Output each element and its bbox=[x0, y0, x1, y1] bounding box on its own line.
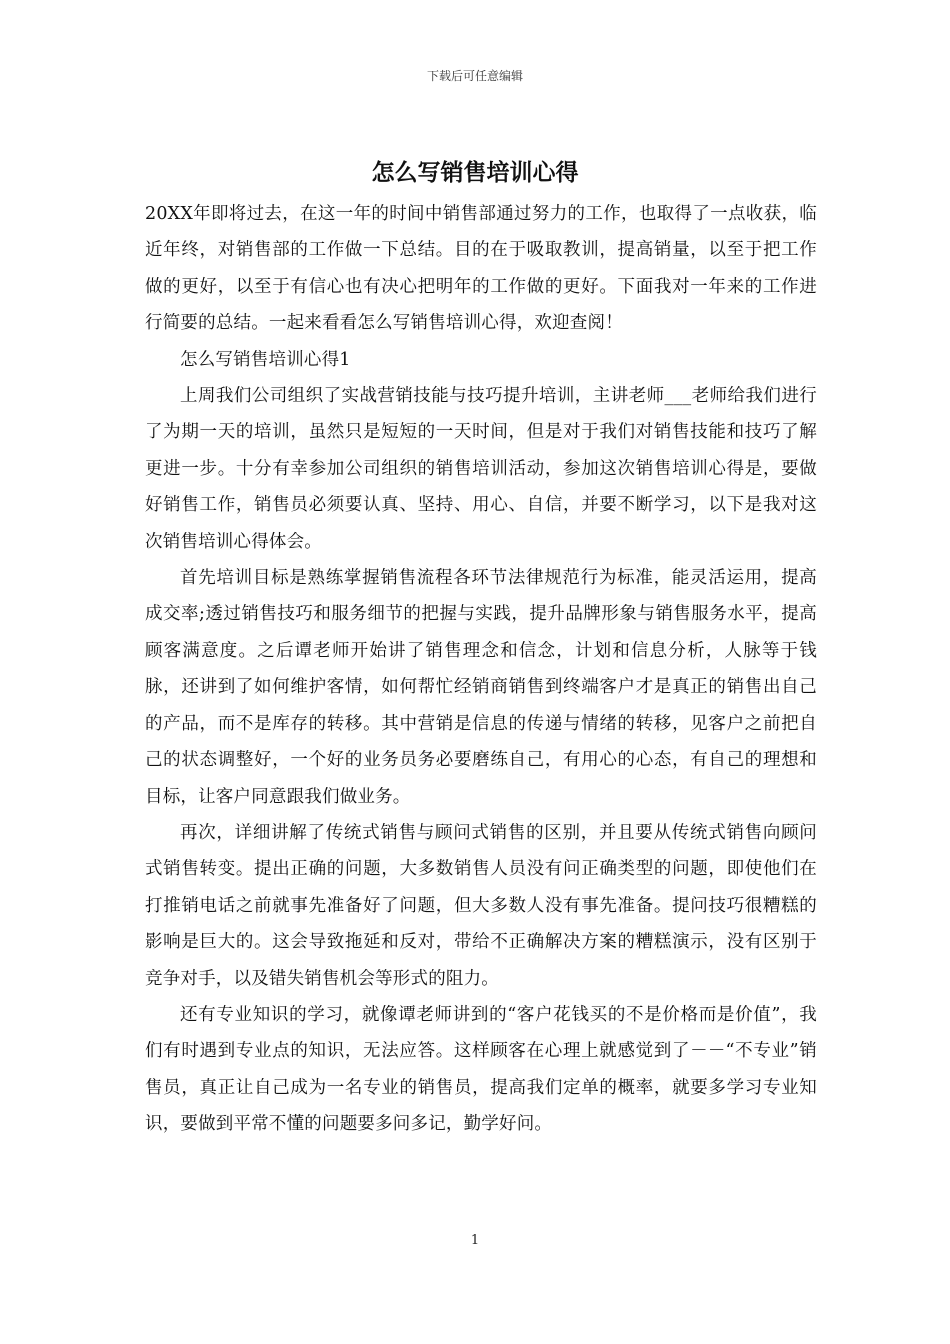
document-body bbox=[145, 196, 817, 1143]
document-title: 怎么写销售培训心得 bbox=[371, 159, 579, 186]
paragraph-training-goals: 首先培训目标是熟练掌握销售流程各环节法律规范行为标准，能灵活运用，提高成交率;透过销售技巧和服务细节的把握与实践，提升品牌形象与销售服务水平，提高顾客满意度。之后谭老师开始讲了销售理念和信念，计划和信息分析，人脉等于钱脉，还讲到了如何维护客情，如何帮忙经销商销售到终端客户才是真正的销售出自己的产品，而不是库存的转移。其中营销是信息的传递与情绪的转移，见客户之前把自己的状态调整好，一个好的业务员务必要磨练自己，有用心的心态，有自己的理想和目标，让客户同意跟我们做业务。 bbox=[145, 568, 817, 807]
paragraph-professional-knowledge: 还有专业知识的学习，就像谭老师讲到的“客户花钱买的不是价格而是价值”，我们有时遇到专业点的知识，无法应答。这样顾客在心理上就感觉到了－－“不专业”销售员，真正让自己成为一名专业的销售员，提高我们定单的概率，就要多学习专业知识，要做到平常不懂的问题要多问多记，勤学好问。 bbox=[145, 1004, 817, 1135]
section-heading: 怎么写销售培训心得1 bbox=[180, 349, 351, 370]
paragraph-consultative-sales: 再次，详细讲解了传统式销售与顾问式销售的区别，并且要从传统式销售向顾问式销售转变。提出正确的问题，大多数销售人员没有问正确类型的问题，即使他们在打推销电话之前就事先准备好了问题，但大多数人没有事先准备。提问技巧很糟糕的影响是巨大的。这会导致拖延和反对，带给不正确解决方案的糟糕演示，没有区别于竞争对手，以及错失销售机会等形式的阻力。 bbox=[145, 822, 817, 989]
paragraph-training-overview: 上周我们公司组织了实战营销技能与技巧提升培训，主讲老师___老师给我们进行了为期一天的培训，虽然只是短短的一天时间，但是对于我们对销售技能和技巧了解更进一步。十分有幸参加公司组织的销售培训活动，参加这次销售培训心得是，要做好销售工作，销售员必须要认真、坚持、用心、自信，并要不断学习，以下是我对这次销售培训心得体会。 bbox=[145, 386, 817, 552]
paragraph-intro: 20XX年即将过去，在这一年的时间中销售部通过努力的工作，也取得了一点收获，临近年终，对销售部的工作做一下总结。目的在于吸取教训，提高销量，以至于把工作做的更好，以至于有信心也有决心把明年的工作做的更好。下面我对一年来的工作进行简要的总结。一起来看看怎么写销售培训心得，欢迎查阅！ bbox=[145, 204, 817, 334]
page-number: 1 bbox=[470, 1233, 480, 1248]
header-note: 下载后可任意编辑 bbox=[426, 69, 523, 83]
